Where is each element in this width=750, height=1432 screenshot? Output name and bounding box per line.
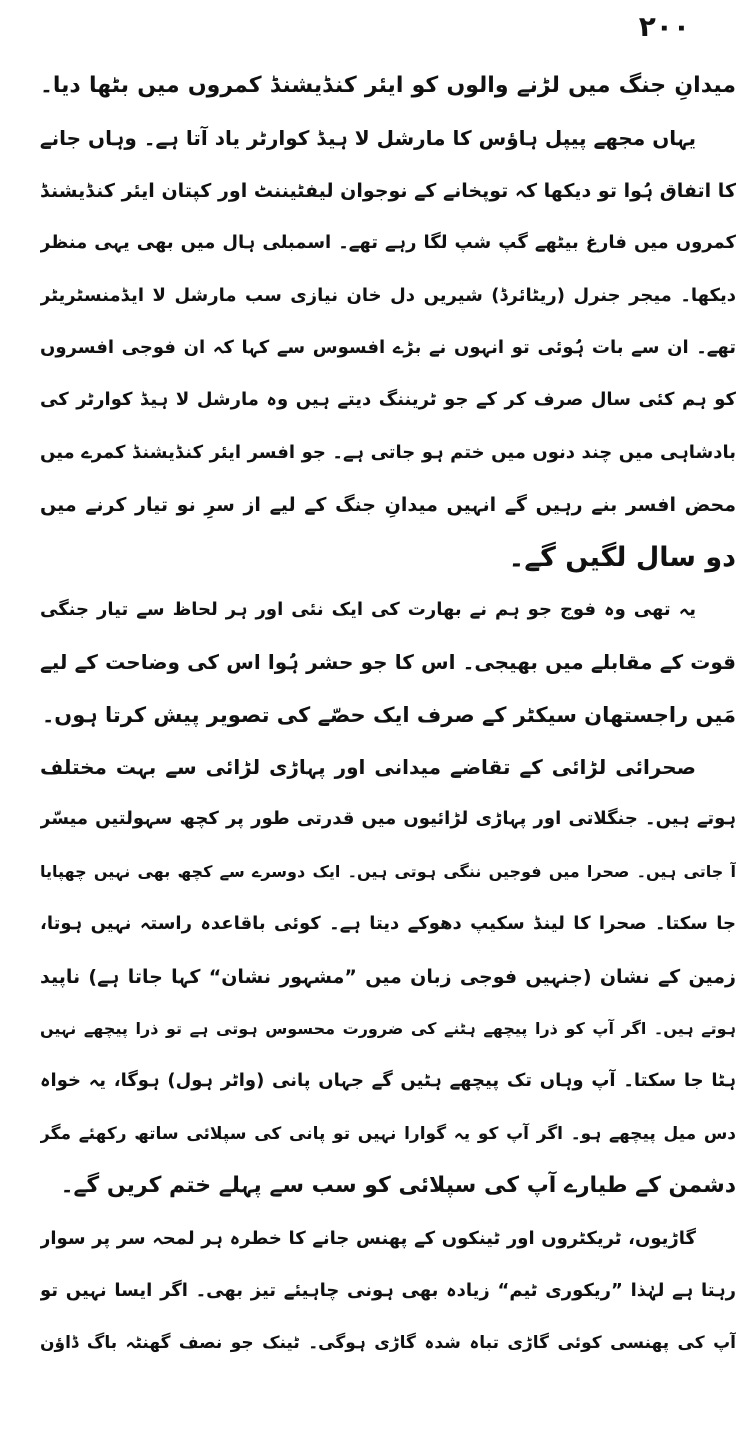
- text-line: رہتا ہے لہٰذا ”ریکوری ٹیم“ زیادہ بھی ہونی چاہیئے تیز بھی۔ اگر ایسا نہیں تو: [40, 1279, 736, 1301]
- text-line: محض افسر بنے رہیں گے انہیں میدانِ جنگ کے لیے از سرِ نو تیار کرنے میں: [40, 494, 736, 517]
- text-line: بادشاہی میں چند دنوں میں ختم ہو جاتی ہے۔ جو افسر ایئر کنڈیشنڈ کمرے میں: [40, 441, 736, 463]
- text-line: آ جاتی ہیں۔ صحرا میں فوجیں ننگی ہوتی ہیں۔ ایک دوسرے سے کچھ بھی نہیں چھپایا: [40, 861, 736, 881]
- text-line: کا اتفاق ہُوا تو دیکھا کہ توپخانے کے نوجوان لیفٹیننٹ اور کپتان ایئر کنڈیشنڈ: [40, 179, 736, 202]
- text-line: کو ہم کئی سال صرف کر کے جو ٹریننگ دیتے ہیں وہ مارشل لا ہیڈ کوارٹر کی: [40, 389, 736, 411]
- text-line: دشمن کے طیارے آپ کی سپلائی کو سب سے پہلے ختم کریں گے۔: [60, 1173, 736, 1199]
- text-line: زمین کے نشان (جنہیں فوجی زبان میں ”مشہور نشان“ کہا جاتا ہے) ناپید: [40, 965, 736, 988]
- text-line: آپ کی پھنسی کوئی گاڑی تباہ شدہ گاڑی ہوگی۔ ٹینک جو نصف گھنٹہ باگ ڈاؤن: [40, 1333, 736, 1354]
- text-line: ہوتے ہیں۔ جنگلاتی اور پہاڑی لڑائیوں میں قدرتی طور پر کچھ سہولتیں میسّر: [40, 808, 736, 830]
- text-line: قوت کے مقابلے میں بھیجی۔ اس کا جو حشر ہُوا اس کی وضاحت کے لیے: [40, 650, 736, 675]
- text-line: ہوتے ہیں۔ اگر آپ کو ذرا پیچھے ہٹنے کی ضرورت محسوس ہوتی ہے تو ذرا پیچھے نہیں: [40, 1019, 736, 1039]
- body-text: [40, 60, 736, 1370]
- text-line: یہاں مجھے پیپل ہاؤس کا مارشل لا ہیڈ کوارٹر یاد آتا ہے۔ وہاں جانے: [40, 126, 696, 151]
- text-line: دس میل پیچھے ہو۔ اگر آپ کو یہ گوارا نہیں تو پانی کی سپلائی ساتھ رکھئے مگر: [40, 1123, 736, 1144]
- text-line: کمروں میں فارغ بیٹھے گپ شپ لگا رہے تھے۔ اسمبلی ہال میں بھی یہی منظر: [40, 232, 736, 254]
- page-number: ۲۰۰: [638, 10, 690, 43]
- text-line: یہ تھی وہ فوج جو ہم نے بھارت کی ایک نئی اور ہر لحاظ سے تیار جنگی: [40, 598, 696, 620]
- text-line: دو سال لگیں گے۔: [508, 541, 736, 573]
- text-line: جا سکتا۔ صحرا کا لینڈ سکیپ دھوکے دیتا ہے۔ کوئی باقاعدہ راستہ نہیں ہوتا،: [40, 913, 736, 935]
- text-line: مَیں راجستھان سیکٹر کے صرف ایک حصّے کی تصویر پیش کرتا ہوں۔: [41, 702, 736, 727]
- text-line: تھے۔ ان سے بات ہُوئی تو انہوں نے بڑے افسوس سے کہا کہ ان فوجی افسروں: [40, 336, 736, 358]
- text-line: دیکھا۔ میجر جنرل (ریٹائرڈ) شیریں دل خان نیازی سب مارشل لا ایڈمنسٹریٹر: [40, 284, 736, 306]
- text-line: میدانِ جنگ میں لڑنے والوں کو ایئر کنڈیشنڈ کمروں میں بٹھا دیا۔: [40, 73, 736, 98]
- text-line: صحرائی لڑائی کے تقاضے میدانی اور پہاڑی لڑائی سے بہت مختلف: [40, 755, 696, 780]
- text-line: گاڑیوں، ٹریکٹروں اور ٹینکوں کے پھنس جانے کا خطرہ ہر لمحہ سر پر سوار: [40, 1227, 696, 1249]
- text-line: ہٹا جا سکتا۔ آپ وہاں تک پیچھے ہٹیں گے جہاں پانی (واٹر ہول) ہوگا، یہ خواہ: [40, 1070, 736, 1092]
